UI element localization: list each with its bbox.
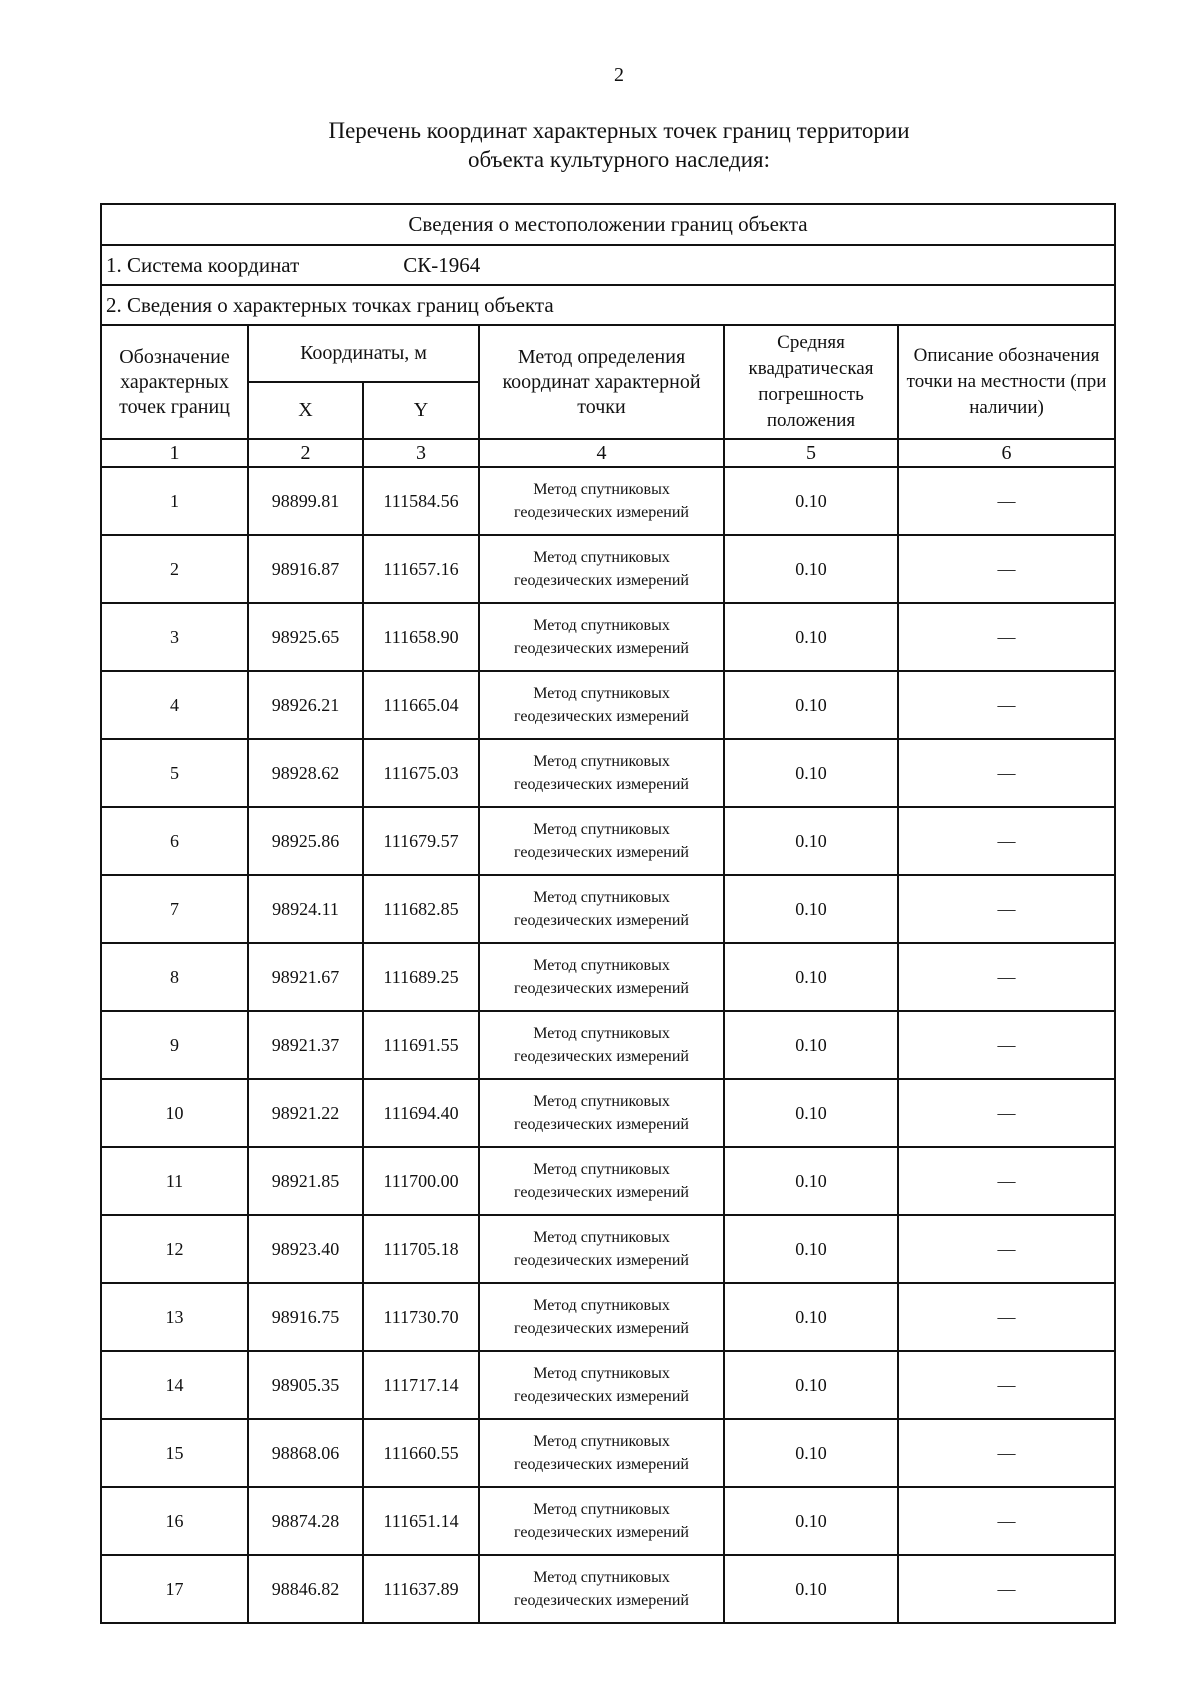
method-cell [479,467,724,535]
method-cell [479,603,724,671]
points-section-label: 2. Сведения о характерных точках границ объекта [101,285,1115,325]
coordinate-x: 98924.11 [248,875,363,943]
point-id: 6 [101,807,248,875]
point-id: 15 [101,1419,248,1487]
column-number: 1 [101,439,248,467]
method-cell [479,1147,724,1215]
table-row [101,1283,1115,1351]
coordinate-y: 111700.00 [363,1147,479,1215]
coordinate-y: 111660.55 [363,1419,479,1487]
position-error: 0.10 [724,1487,898,1555]
method-line-2: геодезических измерений [514,1592,689,1609]
header-y: Y [363,382,479,439]
method-line-1: Метод спутниковых [533,1365,670,1382]
coordinate-y: 111705.18 [363,1215,479,1283]
method-line-2: геодезических измерений [514,1116,689,1133]
table-row [101,535,1115,603]
method-line-1: Метод спутниковых [533,1229,670,1246]
coordinate-y: 111584.56 [363,467,479,535]
coordinate-x: 98868.06 [248,1419,363,1487]
position-error: 0.10 [724,943,898,1011]
point-id: 10 [101,1079,248,1147]
coordinate-y: 111691.55 [363,1011,479,1079]
point-description: — [898,1555,1115,1623]
coordinate-y: 111730.70 [363,1283,479,1351]
coordinate-x: 98846.82 [248,1555,363,1623]
coordinate-y: 111717.14 [363,1351,479,1419]
point-description: — [898,1147,1115,1215]
point-description: — [898,535,1115,603]
method-cell [479,1419,724,1487]
point-id: 2 [101,535,248,603]
table-row [101,807,1115,875]
point-id: 12 [101,1215,248,1283]
position-error: 0.10 [724,739,898,807]
coordinate-y: 111675.03 [363,739,479,807]
coordinate-x: 98899.81 [248,467,363,535]
coordinate-x: 98921.67 [248,943,363,1011]
coordinate-y: 111665.04 [363,671,479,739]
header-description: Описание обозначения точки на местности (при наличии) [898,325,1115,439]
point-id: 9 [101,1011,248,1079]
table-row [101,943,1115,1011]
header-x: X [248,382,363,439]
method-line-1: Метод спутниковых [533,685,670,702]
coordinate-x: 98916.87 [248,535,363,603]
method-cell [479,1487,724,1555]
table-row [101,1419,1115,1487]
coordinate-y: 111679.57 [363,807,479,875]
coordinate-system-row [101,245,1115,285]
coordinate-x: 98921.22 [248,1079,363,1147]
position-error: 0.10 [724,1555,898,1623]
point-description: — [898,1419,1115,1487]
coordinate-x: 98928.62 [248,739,363,807]
table-row [101,1147,1115,1215]
point-description: — [898,603,1115,671]
method-line-1: Метод спутниковых [533,481,670,498]
table-row [101,1555,1115,1623]
coordinate-system-label: 1. Система координат [106,252,300,277]
table-row [101,875,1115,943]
coordinate-x: 98874.28 [248,1487,363,1555]
header-designation: Обозначение характерных точек границ [101,325,248,439]
header-error: Средняя квадратическая погрешность положения [724,325,898,439]
position-error: 0.10 [724,1419,898,1487]
column-number: 3 [363,439,479,467]
page-number: 2 [614,64,624,86]
header-method: Метод определения координат характерной точки [479,325,724,439]
point-description: — [898,1351,1115,1419]
method-line-2: геодезических измерений [514,1252,689,1269]
method-line-2: геодезических измерений [514,844,689,861]
method-cell [479,671,724,739]
position-error: 0.10 [724,535,898,603]
method-line-1: Метод спутниковых [533,1025,670,1042]
point-id: 4 [101,671,248,739]
method-line-1: Метод спутниковых [533,1433,670,1450]
method-line-2: геодезических измерений [514,572,689,589]
method-line-1: Метод спутниковых [533,1501,670,1518]
method-line-1: Метод спутниковых [533,1569,670,1586]
position-error: 0.10 [724,671,898,739]
point-id: 8 [101,943,248,1011]
method-line-1: Метод спутниковых [533,821,670,838]
position-error: 0.10 [724,875,898,943]
column-number: 6 [898,439,1115,467]
section-title: Сведения о местоположении границ объекта [101,204,1115,245]
method-cell [479,1351,724,1419]
table-row [101,467,1115,535]
document-title [0,116,1200,174]
method-cell [479,943,724,1011]
method-cell [479,1283,724,1351]
coordinate-y: 111694.40 [363,1079,479,1147]
coordinate-x: 98916.75 [248,1283,363,1351]
point-description: — [898,1215,1115,1283]
column-number: 4 [479,439,724,467]
position-error: 0.10 [724,1351,898,1419]
coordinate-x: 98925.86 [248,807,363,875]
table-row [101,671,1115,739]
method-line-1: Метод спутниковых [533,1297,670,1314]
position-error: 0.10 [724,1079,898,1147]
position-error: 0.10 [724,467,898,535]
coordinate-x: 98926.21 [248,671,363,739]
method-line-2: геодезических измерений [514,1388,689,1405]
point-id: 3 [101,603,248,671]
position-error: 0.10 [724,807,898,875]
table-row [101,1079,1115,1147]
method-cell [479,1555,724,1623]
method-line-2: геодезических измерений [514,1320,689,1337]
point-id: 17 [101,1555,248,1623]
coordinate-y: 111657.16 [363,535,479,603]
document-title-line-1: Перечень координат характерных точек границ территории [328,118,910,143]
coordinate-system-value: СК-1964 [403,252,481,277]
point-description: — [898,1079,1115,1147]
coordinate-y: 111651.14 [363,1487,479,1555]
method-cell [479,807,724,875]
point-description: — [898,1487,1115,1555]
point-description: — [898,943,1115,1011]
table-row [101,1215,1115,1283]
point-id: 1 [101,467,248,535]
method-line-1: Метод спутниковых [533,753,670,770]
table-row [101,739,1115,807]
method-line-2: геодезических измерений [514,708,689,725]
method-cell [479,875,724,943]
method-cell [479,535,724,603]
method-cell [479,739,724,807]
method-line-1: Метод спутниковых [533,889,670,906]
method-line-1: Метод спутниковых [533,617,670,634]
position-error: 0.10 [724,1147,898,1215]
method-cell [479,1079,724,1147]
coordinates-table [100,203,1116,1624]
table-row [101,603,1115,671]
method-line-2: геодезических измерений [514,980,689,997]
coordinate-y: 111682.85 [363,875,479,943]
method-line-2: геодезических измерений [514,776,689,793]
column-number: 5 [724,439,898,467]
method-line-2: геодезических измерений [514,640,689,657]
position-error: 0.10 [724,1283,898,1351]
position-error: 0.10 [724,603,898,671]
method-line-1: Метод спутниковых [533,549,670,566]
point-description: — [898,1011,1115,1079]
method-line-2: геодезических измерений [514,504,689,521]
coordinate-x: 98905.35 [248,1351,363,1419]
table-row [101,1351,1115,1419]
column-number: 2 [248,439,363,467]
point-description: — [898,807,1115,875]
method-line-1: Метод спутниковых [533,957,670,974]
method-line-2: геодезических измерений [514,1048,689,1065]
coordinate-x: 98921.85 [248,1147,363,1215]
point-id: 16 [101,1487,248,1555]
document-title-line-2: объекта культурного наследия: [467,147,771,172]
table-row [101,1011,1115,1079]
coordinate-y: 111637.89 [363,1555,479,1623]
point-id: 5 [101,739,248,807]
point-id: 13 [101,1283,248,1351]
position-error: 0.10 [724,1011,898,1079]
point-description: — [898,739,1115,807]
coordinate-y: 111689.25 [363,943,479,1011]
method-line-1: Метод спутниковых [533,1161,670,1178]
point-description: — [898,671,1115,739]
point-description: — [898,875,1115,943]
method-line-2: геодезических измерений [514,912,689,929]
method-cell [479,1011,724,1079]
method-line-2: геодезических измерений [514,1456,689,1473]
coordinate-x: 98923.40 [248,1215,363,1283]
method-line-1: Метод спутниковых [533,1093,670,1110]
coordinate-x: 98921.37 [248,1011,363,1079]
point-description: — [898,467,1115,535]
method-line-2: геодезических измерений [514,1524,689,1541]
table-row [101,1487,1115,1555]
point-id: 11 [101,1147,248,1215]
point-id: 14 [101,1351,248,1419]
method-line-2: геодезических измерений [514,1184,689,1201]
method-cell [479,1215,724,1283]
header-coordinates: Координаты, м [248,325,479,382]
point-id: 7 [101,875,248,943]
column-number-row [101,439,1115,467]
position-error: 0.10 [724,1215,898,1283]
point-description: — [898,1283,1115,1351]
coordinate-y: 111658.90 [363,603,479,671]
coordinate-x: 98925.65 [248,603,363,671]
